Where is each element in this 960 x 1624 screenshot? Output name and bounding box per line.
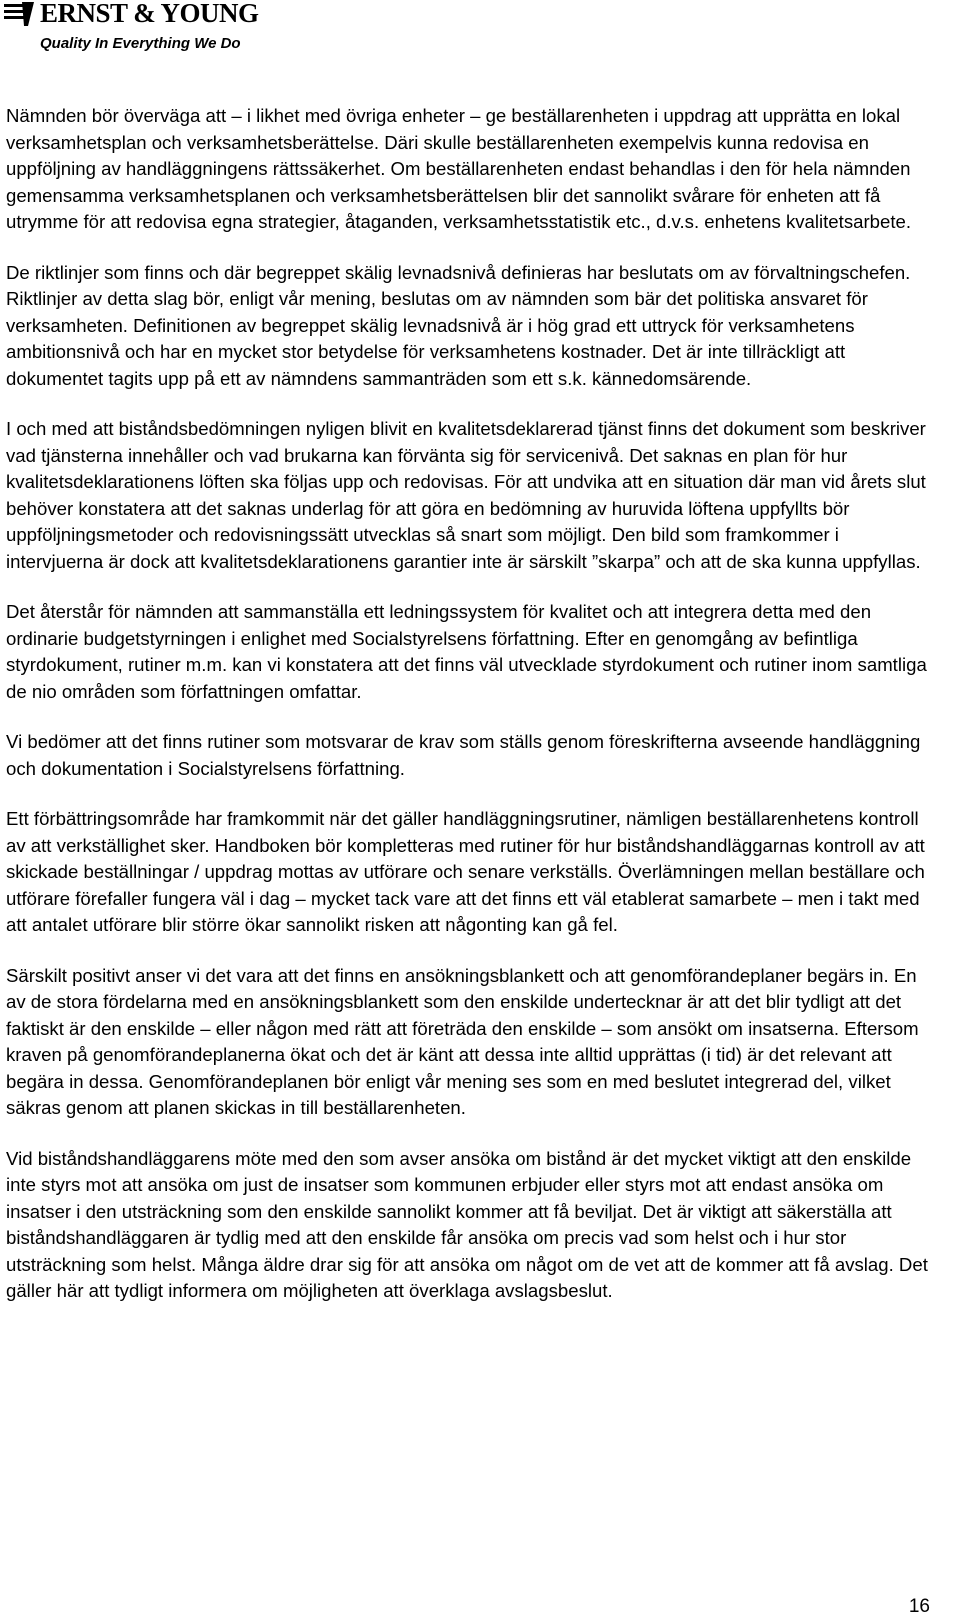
paragraph: Särskilt positivt anser vi det vara att det finns en ansökningsblankett och att genomförandeplaner begärs in. En av de stora fördelarna med en ansökningsblankett som den enskilde undertecknar är att det blir tydligt att det faktiskt är den enskilde – eller någon med rätt att företräda den enskilde – som ansökt om insatserna. Eftersom kraven på genomförandeplanerna ökat och det är känt att dessa inte alltid upprättas (i tid) är det relevant att begära in dessa. Genomförandeplanen bör enligt vår mening ses som en med beslutet integrerad del, vilket säkras genom att planen skickas in till beställarenheten.	[6, 964, 919, 1118]
paragraph: Det återstår för nämnden att sammanställa ett ledningssystem för kvalitet och att integrera detta med den ordinarie budgetstyrningen i enlighet med Socialstyrelsens författning. Efter en genomgång av befintliga styrdokument, rutiner m.m. kan vi konstatera att det finns väl utvecklade styrdokument och rutiner inom samtliga de nio områden som författningen omfattar.	[6, 601, 927, 702]
paragraph: Vid biståndshandläggarens möte med den som avser ansöka om bistånd är det mycket viktigt att den enskilde inte styrs mot att ansöka om just de insatser som kommunen erbjuder eller styrs mot att endast ansöka om insatser i den utsträckning som den enskilde sannolikt kommer att få beviljat. Det är viktigt att säkerställa att biståndshandläggaren är tydlig med att den enskilde får ansöka om precis vad som helst och i hur stor utsträckning som helst. Många äldre drar sig för att ansöka om något om de vet att de kommer att få avslag. Det gäller här att tydligt informera om möjligheten att överklaga avslagsbeslut.	[6, 1147, 928, 1301]
ernst-young-logo-mark-icon	[4, 2, 34, 26]
company-tagline: Quality In Everything We Do	[40, 35, 241, 52]
paragraph: Ett förbättringsområde har framkommit när det gäller handläggningsrutiner, nämligen beställarenhetens kontroll av att verkställighet sker. Handboken bör kompletteras med rutiner för hur biståndshandläggarnas kontroll av att skickade beställningar / uppdrag mottas av utförare och senare verkställs. Överlämningen mellan beställare och utförare förefaller fungera väl i dag – mycket tack vare att det finns ett väl etablerat samarbete – men i takt med att antalet utförare blir större ökar sannolikt risken att någonting kan gå fel.	[6, 808, 925, 935]
document-body	[6, 103, 936, 1329]
paragraph: Nämnden bör överväga att – i likhet med övriga enheter – ge beställarenheten i uppdrag att upprätta en lokal verksamhetsplan och verksamhetsberättelse. Däri skulle beställarenheten exempelvis kunna redovisa en uppföljning av handläggningens rättssäkerhet. Om beställarenheten endast behandlas i den för hela nämnden gemensamma verksamhetsplanen och verksamhetsberättelsen blir det sannolikt svårare för enheten att få utrymme för att redovisa egna strategier, åtaganden, verksamhetsstatistik etc., d.v.s. enhetens kvalitetsarbete.	[6, 105, 912, 232]
paragraph: I och med att biståndsbedömningen nyligen blivit en kvalitetsdeklarerad tjänst finns det dokument som beskriver vad tjänsterna innehåller och vad brukarna kan förvänta sig för servicenivå. Det saknas en plan för hur kvalitetsdeklarationens löften ska följas upp och redovisas. För att undvika att en situation där man vid årets slut behöver konstatera att det saknas underlag för att göra en bedömning av huruvida löftena uppfyllts bör uppföljningsmetoder och redovisningssätt utvecklas så snart som möjligt. Den bild som framkommer i intervjuerna är dock att kvalitetsdeklarationens garantier inte är särskilt ”skarpa” och att de ska kunna uppfyllas.	[6, 418, 926, 572]
company-name: ERNST & YOUNG	[40, 0, 259, 28]
page-number: 16	[908, 1596, 930, 1617]
paragraph: Vi bedömer att det finns rutiner som motsvarar de krav som ställs genom föreskrifterna avseende handläggning och dokumentation i Socialstyrelsens författning.	[6, 731, 921, 779]
company-logo	[4, 0, 264, 60]
paragraph: De riktlinjer som finns och där begreppet skälig levnadsnivå definieras har beslutats om av förvaltningschefen. Riktlinjer av detta slag bör, enligt vår mening, beslutas om av nämnden som bär det politiska ansvaret för verksamheten. Definitionen av begreppet skälig levnadsnivå är i hög grad ett uttryck för verksamhetens ambitionsnivå och har en mycket stor betydelse för verksamhetens kostnader. Det är inte tillräckligt att dokumentet tagits upp på ett av nämndens sammanträden som ett s.k. kännedomsärende.	[6, 261, 911, 389]
